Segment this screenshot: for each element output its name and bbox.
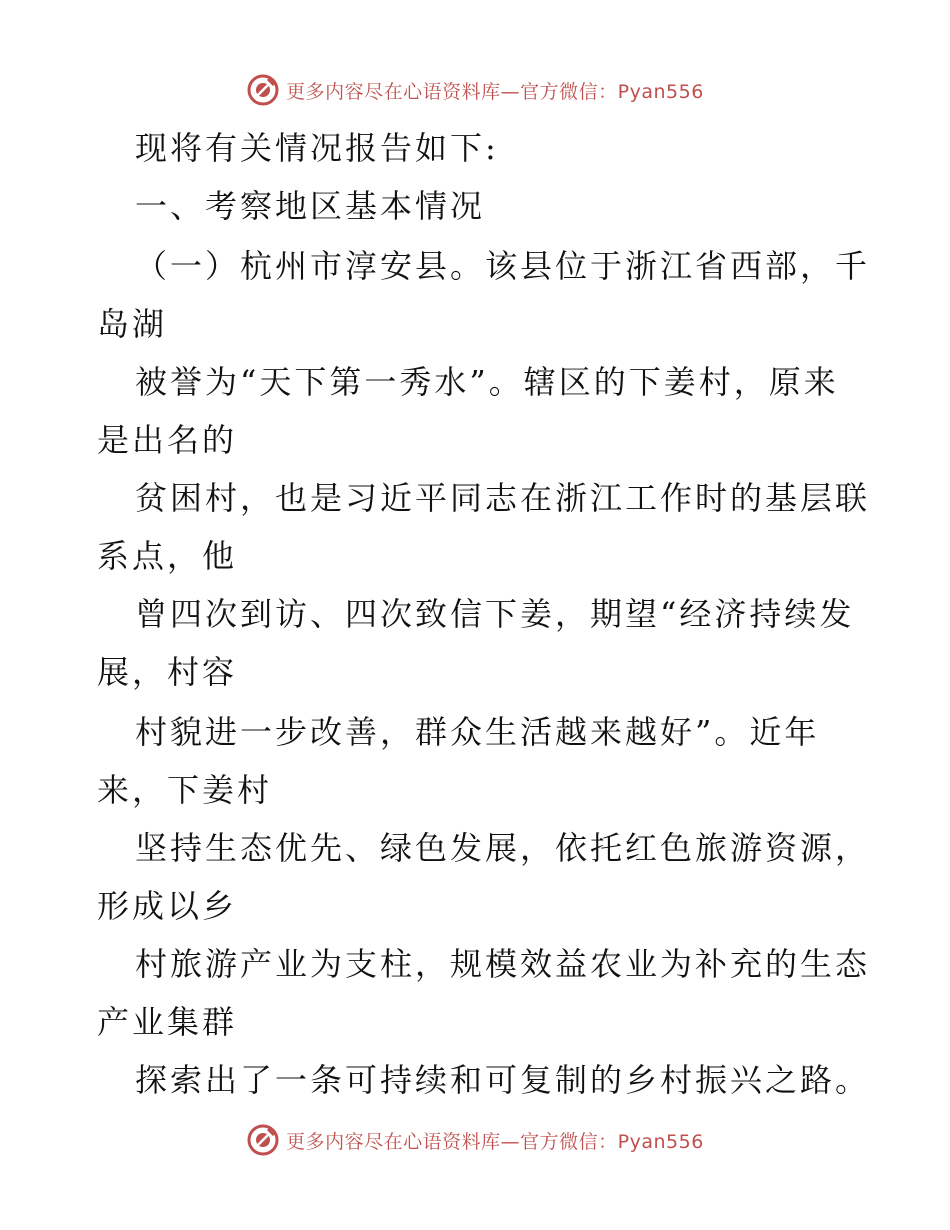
line-11: 村貌进一步改善，群众生活越来越好”。近年 xyxy=(135,713,820,751)
line-9: 曾四次到访、四次致信下姜，期望“经济持续发 xyxy=(135,595,855,633)
line-14: 形成以乡 xyxy=(97,887,238,925)
watermark-text: 更多内容尽在心语资料库—官方微信：Pyan556 xyxy=(286,80,704,103)
line-1: 现将有关情况报告如下: xyxy=(135,129,499,167)
footer-watermark xyxy=(0,1120,950,1160)
line-3: （一）杭州市淳安县。该县位于浙江省西部，千 xyxy=(135,247,871,285)
line-4: 岛湖 xyxy=(97,305,168,343)
line-13: 坚持生态优先、绿色发展，依托红色旅游资源， xyxy=(135,829,871,867)
line-16: 产业集群 xyxy=(97,1003,238,1041)
line-15: 村旅游产业为支柱，规模效益农业为补充的生态 xyxy=(135,945,871,983)
line-8: 系点，他 xyxy=(97,537,238,575)
line-17: 探索出了一条可持续和可复制的乡村振兴之路。 xyxy=(135,1061,871,1099)
line-12: 来，下姜村 xyxy=(97,771,273,809)
line-5: 被誉为“天下第一秀水”。辖区的下姜村，原来 xyxy=(135,363,839,401)
header-watermark xyxy=(0,70,950,110)
seal-logo-icon xyxy=(246,1123,280,1157)
watermark-text: 更多内容尽在心语资料库—官方微信：Pyan556 xyxy=(286,1130,704,1153)
line-10: 展，村容 xyxy=(97,653,238,691)
line-2: 一、考察地区基本情况 xyxy=(135,187,486,225)
line-6: 是出名的 xyxy=(97,421,238,459)
seal-logo-icon xyxy=(246,73,280,107)
line-7: 贫困村，也是习近平同志在浙江工作时的基层联 xyxy=(135,479,871,517)
